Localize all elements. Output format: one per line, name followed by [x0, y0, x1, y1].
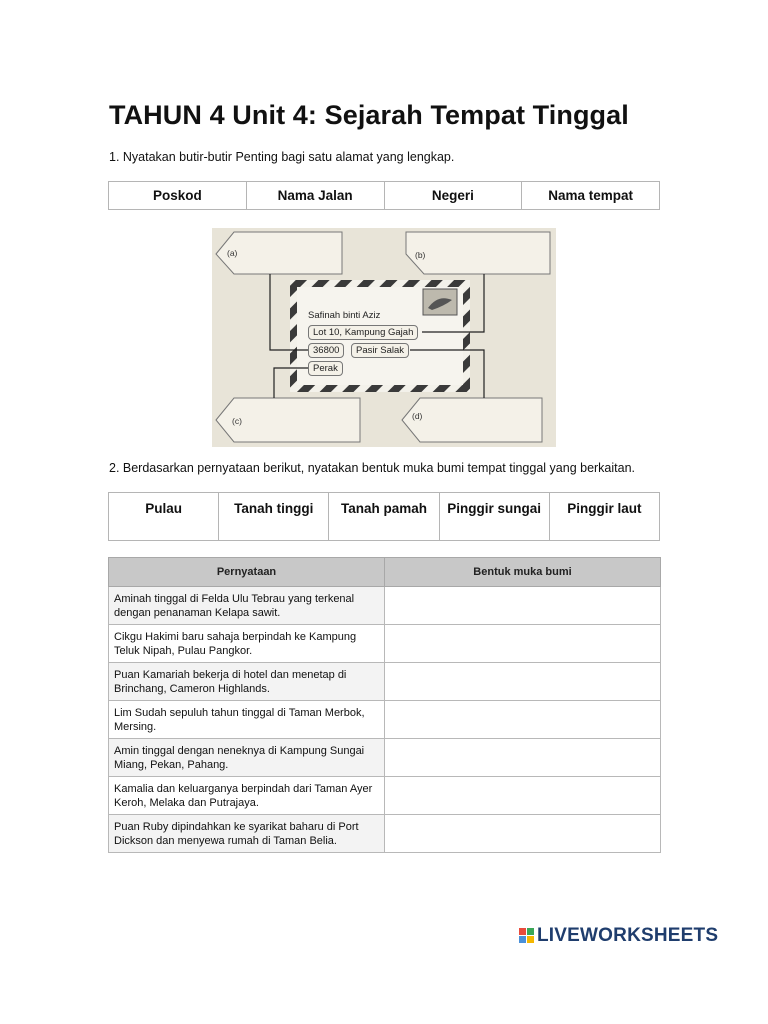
- label-a: (a): [227, 248, 238, 258]
- answer-field[interactable]: [385, 739, 661, 777]
- brand-text: LIVEWORKSHEETS: [537, 925, 719, 946]
- header-answer: Bentuk muka bumi: [385, 558, 661, 587]
- word-bank-item[interactable]: Pinggir laut: [549, 493, 659, 541]
- place-label: Pasir Salak: [351, 343, 409, 358]
- question-1: 1. Nyatakan butir-butir Penting bagi satu alamat yang lengkap.: [109, 150, 455, 164]
- label-d: (d): [412, 411, 423, 421]
- statement-cell: Cikgu Hakimi baru sahaja berpindah ke Kampung Teluk Nipah, Pulau Pangkor.: [109, 625, 385, 663]
- liveworksheets-logo[interactable]: [519, 925, 718, 947]
- word-bank-item[interactable]: Poskod: [109, 182, 247, 210]
- state-label: Perak: [308, 361, 343, 376]
- answer-field[interactable]: [385, 777, 661, 815]
- answer-field[interactable]: [385, 625, 661, 663]
- answer-field[interactable]: [385, 701, 661, 739]
- word-bank-item[interactable]: Pulau: [109, 493, 219, 541]
- word-bank-item[interactable]: Nama Jalan: [246, 182, 384, 210]
- page-title: TAHUN 4 Unit 4: Sejarah Tempat Tinggal: [109, 100, 629, 130]
- question-2: 2. Berdasarkan pernyataan berikut, nyatakan bentuk muka bumi tempat tinggal yang berkaitan.: [109, 461, 636, 475]
- statement-cell: Puan Kamariah bekerja di hotel dan menetap di Brinchang, Cameron Highlands.: [109, 663, 385, 701]
- postcode-label: 36800: [308, 343, 344, 358]
- answer-box-d: [402, 398, 542, 442]
- word-bank-1: [108, 181, 660, 210]
- label-c: (c): [232, 416, 242, 426]
- answer-field[interactable]: [385, 815, 661, 853]
- word-bank-item[interactable]: Pinggir sungai: [439, 493, 549, 541]
- label-b: (b): [415, 250, 426, 260]
- word-bank-item[interactable]: Nama tempat: [522, 182, 660, 210]
- statement-cell: Lim Sudah sepuluh tahun tinggal di Taman Merbok, Mersing.: [109, 701, 385, 739]
- statement-table: [108, 557, 661, 853]
- envelope-figure: [212, 228, 556, 447]
- statement-cell: Amin tinggal dengan neneknya di Kampung Sungai Miang, Pekan, Pahang.: [109, 739, 385, 777]
- address-line: Lot 10, Kampung Gajah: [308, 325, 418, 340]
- statement-cell: Aminah tinggal di Felda Ulu Tebrau yang terkenal dengan penanaman Kelapa sawit.: [109, 587, 385, 625]
- brand-logo-icon: [519, 928, 535, 944]
- answer-box-b: [406, 232, 550, 274]
- header-statement: Pernyataan: [109, 558, 385, 587]
- answer-field[interactable]: [385, 663, 661, 701]
- word-bank-item[interactable]: Negeri: [384, 182, 522, 210]
- statement-cell: Puan Ruby dipindahkan ke syarikat baharu di Port Dickson dan menyewa rumah di Taman Belia.: [109, 815, 385, 853]
- word-bank-item[interactable]: Tanah pamah: [329, 493, 439, 541]
- recipient-name: Safinah binti Aziz: [308, 310, 381, 321]
- word-bank-item[interactable]: Tanah tinggi: [219, 493, 329, 541]
- answer-field[interactable]: [385, 587, 661, 625]
- statement-cell: Kamalia dan keluarganya berpindah dari Taman Ayer Keroh, Melaka dan Putrajaya.: [109, 777, 385, 815]
- word-bank-2: [108, 492, 660, 541]
